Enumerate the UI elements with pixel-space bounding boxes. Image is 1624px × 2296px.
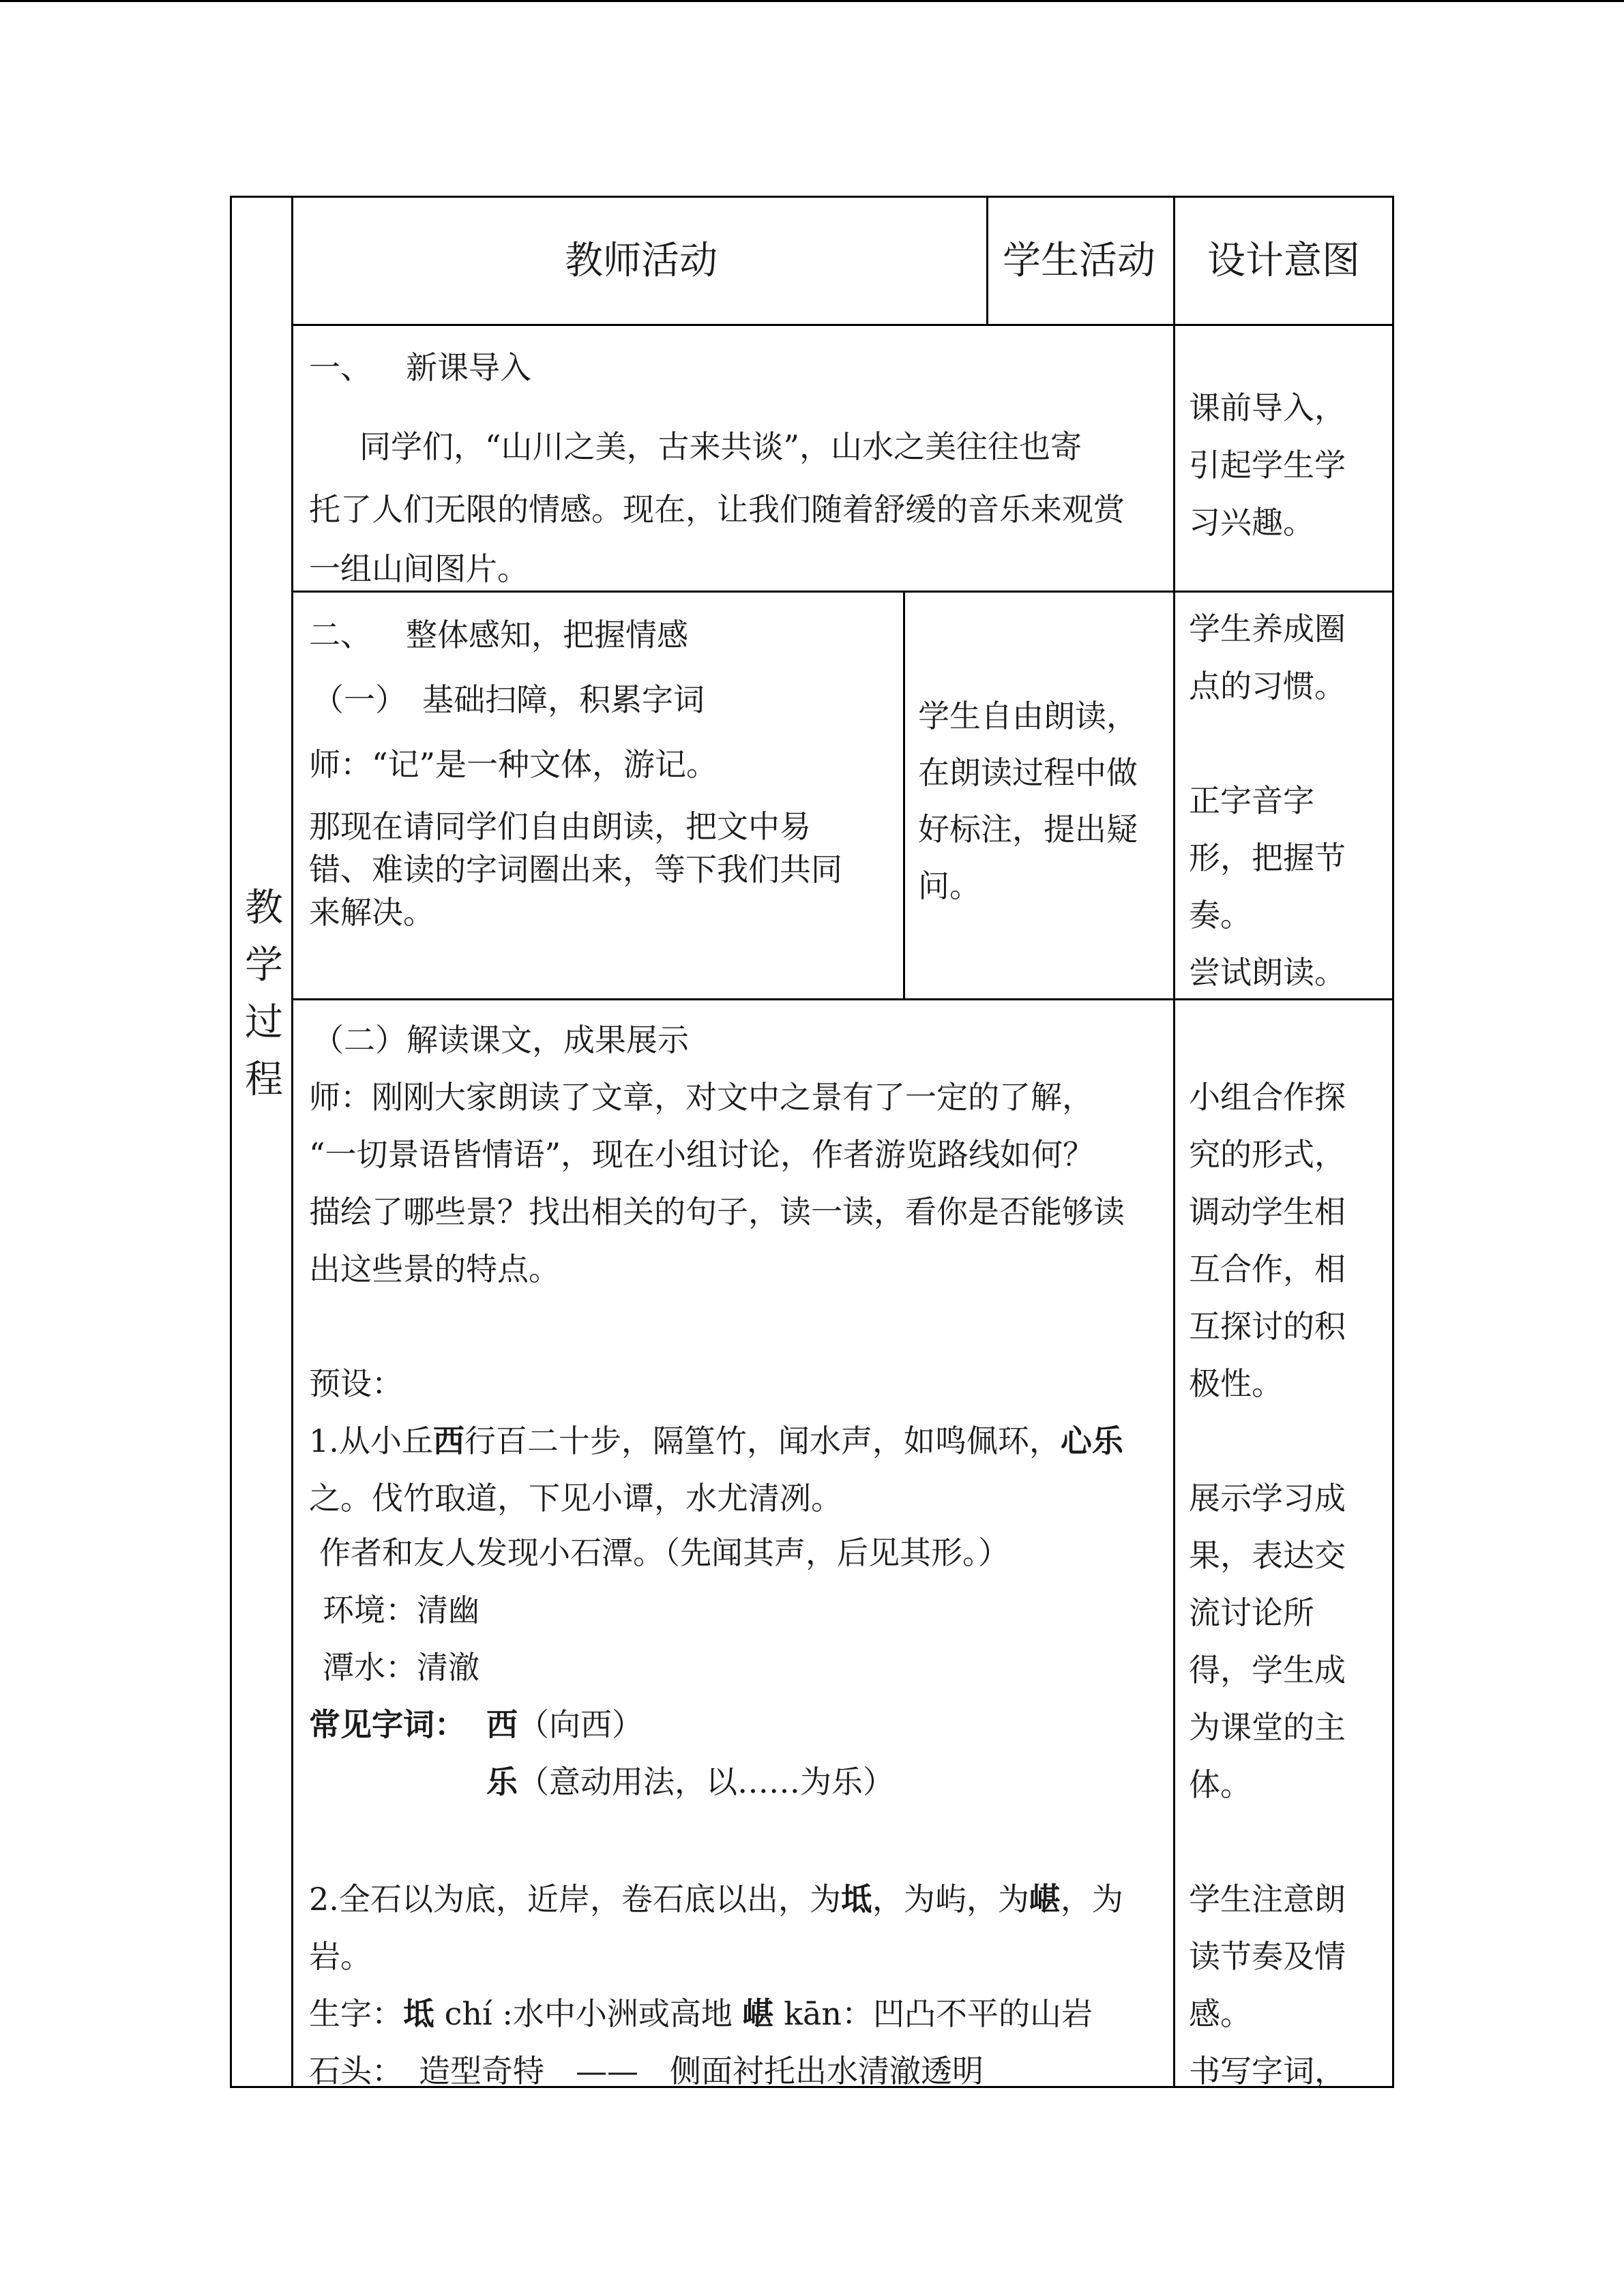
section3-intent: 小组合作探 <box>1189 1079 1346 1116</box>
section3-line: “一切景语皆情语”，现在小组讨论，作者游览路线如何？ <box>309 1136 1095 1173</box>
section2-student: 学生自由朗读， <box>918 698 1138 734</box>
col-divider-header-student <box>986 196 988 326</box>
section3-intent: 学生注意朗 <box>1189 1881 1346 1918</box>
section2-intent: 尝试朗读。 <box>1189 954 1346 991</box>
item1-keyword-west: 西 <box>432 1422 464 1459</box>
item2-keyword: 坻 <box>840 1881 872 1918</box>
header-teacher-activity: 教师活动 <box>565 239 718 283</box>
section3-intent: 体。 <box>1189 1766 1252 1803</box>
section2-student: 好标注，提出疑 <box>918 811 1138 848</box>
section3-intent: 互合作，相 <box>1189 1251 1346 1287</box>
section3-intent: 互探讨的积 <box>1189 1308 1346 1345</box>
section2-title: 整体感知，把握情感 <box>406 616 688 653</box>
col-divider-section2-student <box>903 591 905 1000</box>
vocab-label: 常见字词： <box>309 1706 466 1743</box>
section3-intent: 极性。 <box>1189 1365 1283 1402</box>
item2-text: 2.全石以为底，近岸，卷石底以出，为 <box>309 1881 841 1918</box>
section2-student: 问。 <box>918 867 981 904</box>
section1-number: 一、 <box>309 349 372 386</box>
table-border-right <box>1392 196 1394 2088</box>
col-divider-side <box>291 196 293 2088</box>
section3-intent: 流讨论所 <box>1189 1594 1314 1631</box>
section3-intent: 展示学习成 <box>1189 1480 1346 1517</box>
section2-intent: 奏。 <box>1189 897 1252 934</box>
vocab-char: 西 <box>486 1706 518 1743</box>
section1-intent: 习兴趣。 <box>1189 504 1314 541</box>
col-divider-intent <box>1173 196 1175 2088</box>
new-words-line <box>309 1985 1093 2042</box>
side-char: 学 <box>245 943 283 987</box>
section1-line: 一组山间图片。 <box>309 550 529 587</box>
section3-intent: 读节奏及情 <box>1189 1938 1346 1975</box>
section2-subtitle: （一） 基础扫障，积累字词 <box>312 681 705 718</box>
side-char: 教 <box>245 886 283 930</box>
section2-number: 二、 <box>309 616 372 653</box>
section3-intent: 感。 <box>1189 1995 1252 2032</box>
section3-intent: 得，学生成 <box>1189 1652 1346 1688</box>
section2-intent: 学生养成圈 <box>1189 610 1346 647</box>
section2-line: 那现在请同学们自由朗读，把文中易 <box>309 808 811 845</box>
section3-intent: 调动学生相 <box>1189 1193 1346 1230</box>
vocab-note: （意动用法，以……为乐） <box>518 1763 894 1800</box>
section2-line: 来解决。 <box>309 894 434 931</box>
header-design-intent: 设计意图 <box>1207 239 1360 283</box>
side-char: 程 <box>245 1058 283 1102</box>
section2-line: 错、难读的字词圈出来，等下我们共同 <box>309 851 842 888</box>
vocab-item-1 <box>486 1696 643 1753</box>
side-label <box>240 880 288 1109</box>
section3-intent: 究的形式， <box>1189 1136 1346 1173</box>
preset-item-2 <box>309 1870 1123 1928</box>
new-word: 嵁 <box>742 1995 774 2032</box>
water-line: 潭水：清澈 <box>323 1649 479 1686</box>
section2-line: 师：“记”是一种文体，游记。 <box>309 746 718 783</box>
section2-intent: 正字音字 <box>1189 782 1314 819</box>
preset-item-2-line2: 岩。 <box>309 1938 372 1975</box>
vocab-item-2 <box>486 1753 894 1810</box>
section3-intent: 果，表达交 <box>1189 1537 1346 1574</box>
preset-item-1-line2: 之。伐竹取道，下见小谭，水尤清冽。 <box>309 1480 842 1517</box>
section2-student: 在朗读过程中做 <box>918 754 1138 791</box>
item2-keyword: 嵁 <box>1029 1881 1061 1918</box>
item1-text: 1.从小丘 <box>309 1422 433 1459</box>
preset-label: 预设： <box>309 1365 403 1402</box>
section3-intent: 为课堂的主 <box>1189 1709 1346 1746</box>
row-divider-header <box>291 324 1394 326</box>
preset-item-1 <box>309 1412 1123 1470</box>
item1-keyword-joy: 心乐 <box>1060 1422 1123 1459</box>
header-student-activity: 学生活动 <box>1003 239 1155 283</box>
new-word-note: kān：凹凸不平的山岩 <box>773 1995 1093 2032</box>
section1-intent: 引起学生学 <box>1189 447 1346 483</box>
page-top-rule <box>0 0 1624 2</box>
section1-line: 同学们，“山川之美，古来共谈”，山水之美往往也寄 <box>359 428 1082 465</box>
item1-text: 行百二十步，隔篁竹，闻水声，如鸣佩环， <box>464 1422 1061 1459</box>
stone-line: 石头： 造型奇特 —— 侧面衬托出水清澈透明 <box>309 2053 984 2089</box>
section1-title: 新课导入 <box>406 349 531 386</box>
section3-intent: 书写字词， <box>1189 2053 1346 2089</box>
table-border-left <box>230 196 232 2088</box>
section2-intent: 形，把握节 <box>1189 839 1346 876</box>
preset-item-1-note: 作者和友人发现小石潭。（先闻其声，后见其形。） <box>319 1534 1009 1571</box>
section1-intent: 课前导入， <box>1189 389 1346 426</box>
vocab-char: 乐 <box>486 1763 518 1800</box>
environment-line: 环境：清幽 <box>323 1592 479 1628</box>
section3-line: 描绘了哪些景？找出相关的句子，读一读，看你是否能够读 <box>309 1193 1125 1230</box>
item2-text: ，为屿，为 <box>872 1881 1029 1918</box>
item2-text: ，为 <box>1060 1881 1123 1918</box>
section3-subtitle: （二）解读课文，成果展示 <box>312 1022 689 1058</box>
new-word-note: chí :水中小洲或高地 <box>434 1995 743 2032</box>
new-word: 坻 <box>403 1995 434 2032</box>
table-border-top <box>230 196 1394 198</box>
new-words-label: 生字： <box>309 1995 403 2032</box>
side-char: 过 <box>245 1000 283 1045</box>
vocab-note: （向西） <box>518 1706 643 1743</box>
section2-intent: 点的习惯。 <box>1189 668 1346 704</box>
section3-line: 师：刚刚大家朗读了文章，对文中之景有了一定的了解， <box>309 1079 1093 1116</box>
section1-line: 托了人们无限的情感。现在，让我们随着舒缓的音乐来观赏 <box>309 491 1125 528</box>
section3-line: 出这些景的特点。 <box>309 1251 560 1287</box>
